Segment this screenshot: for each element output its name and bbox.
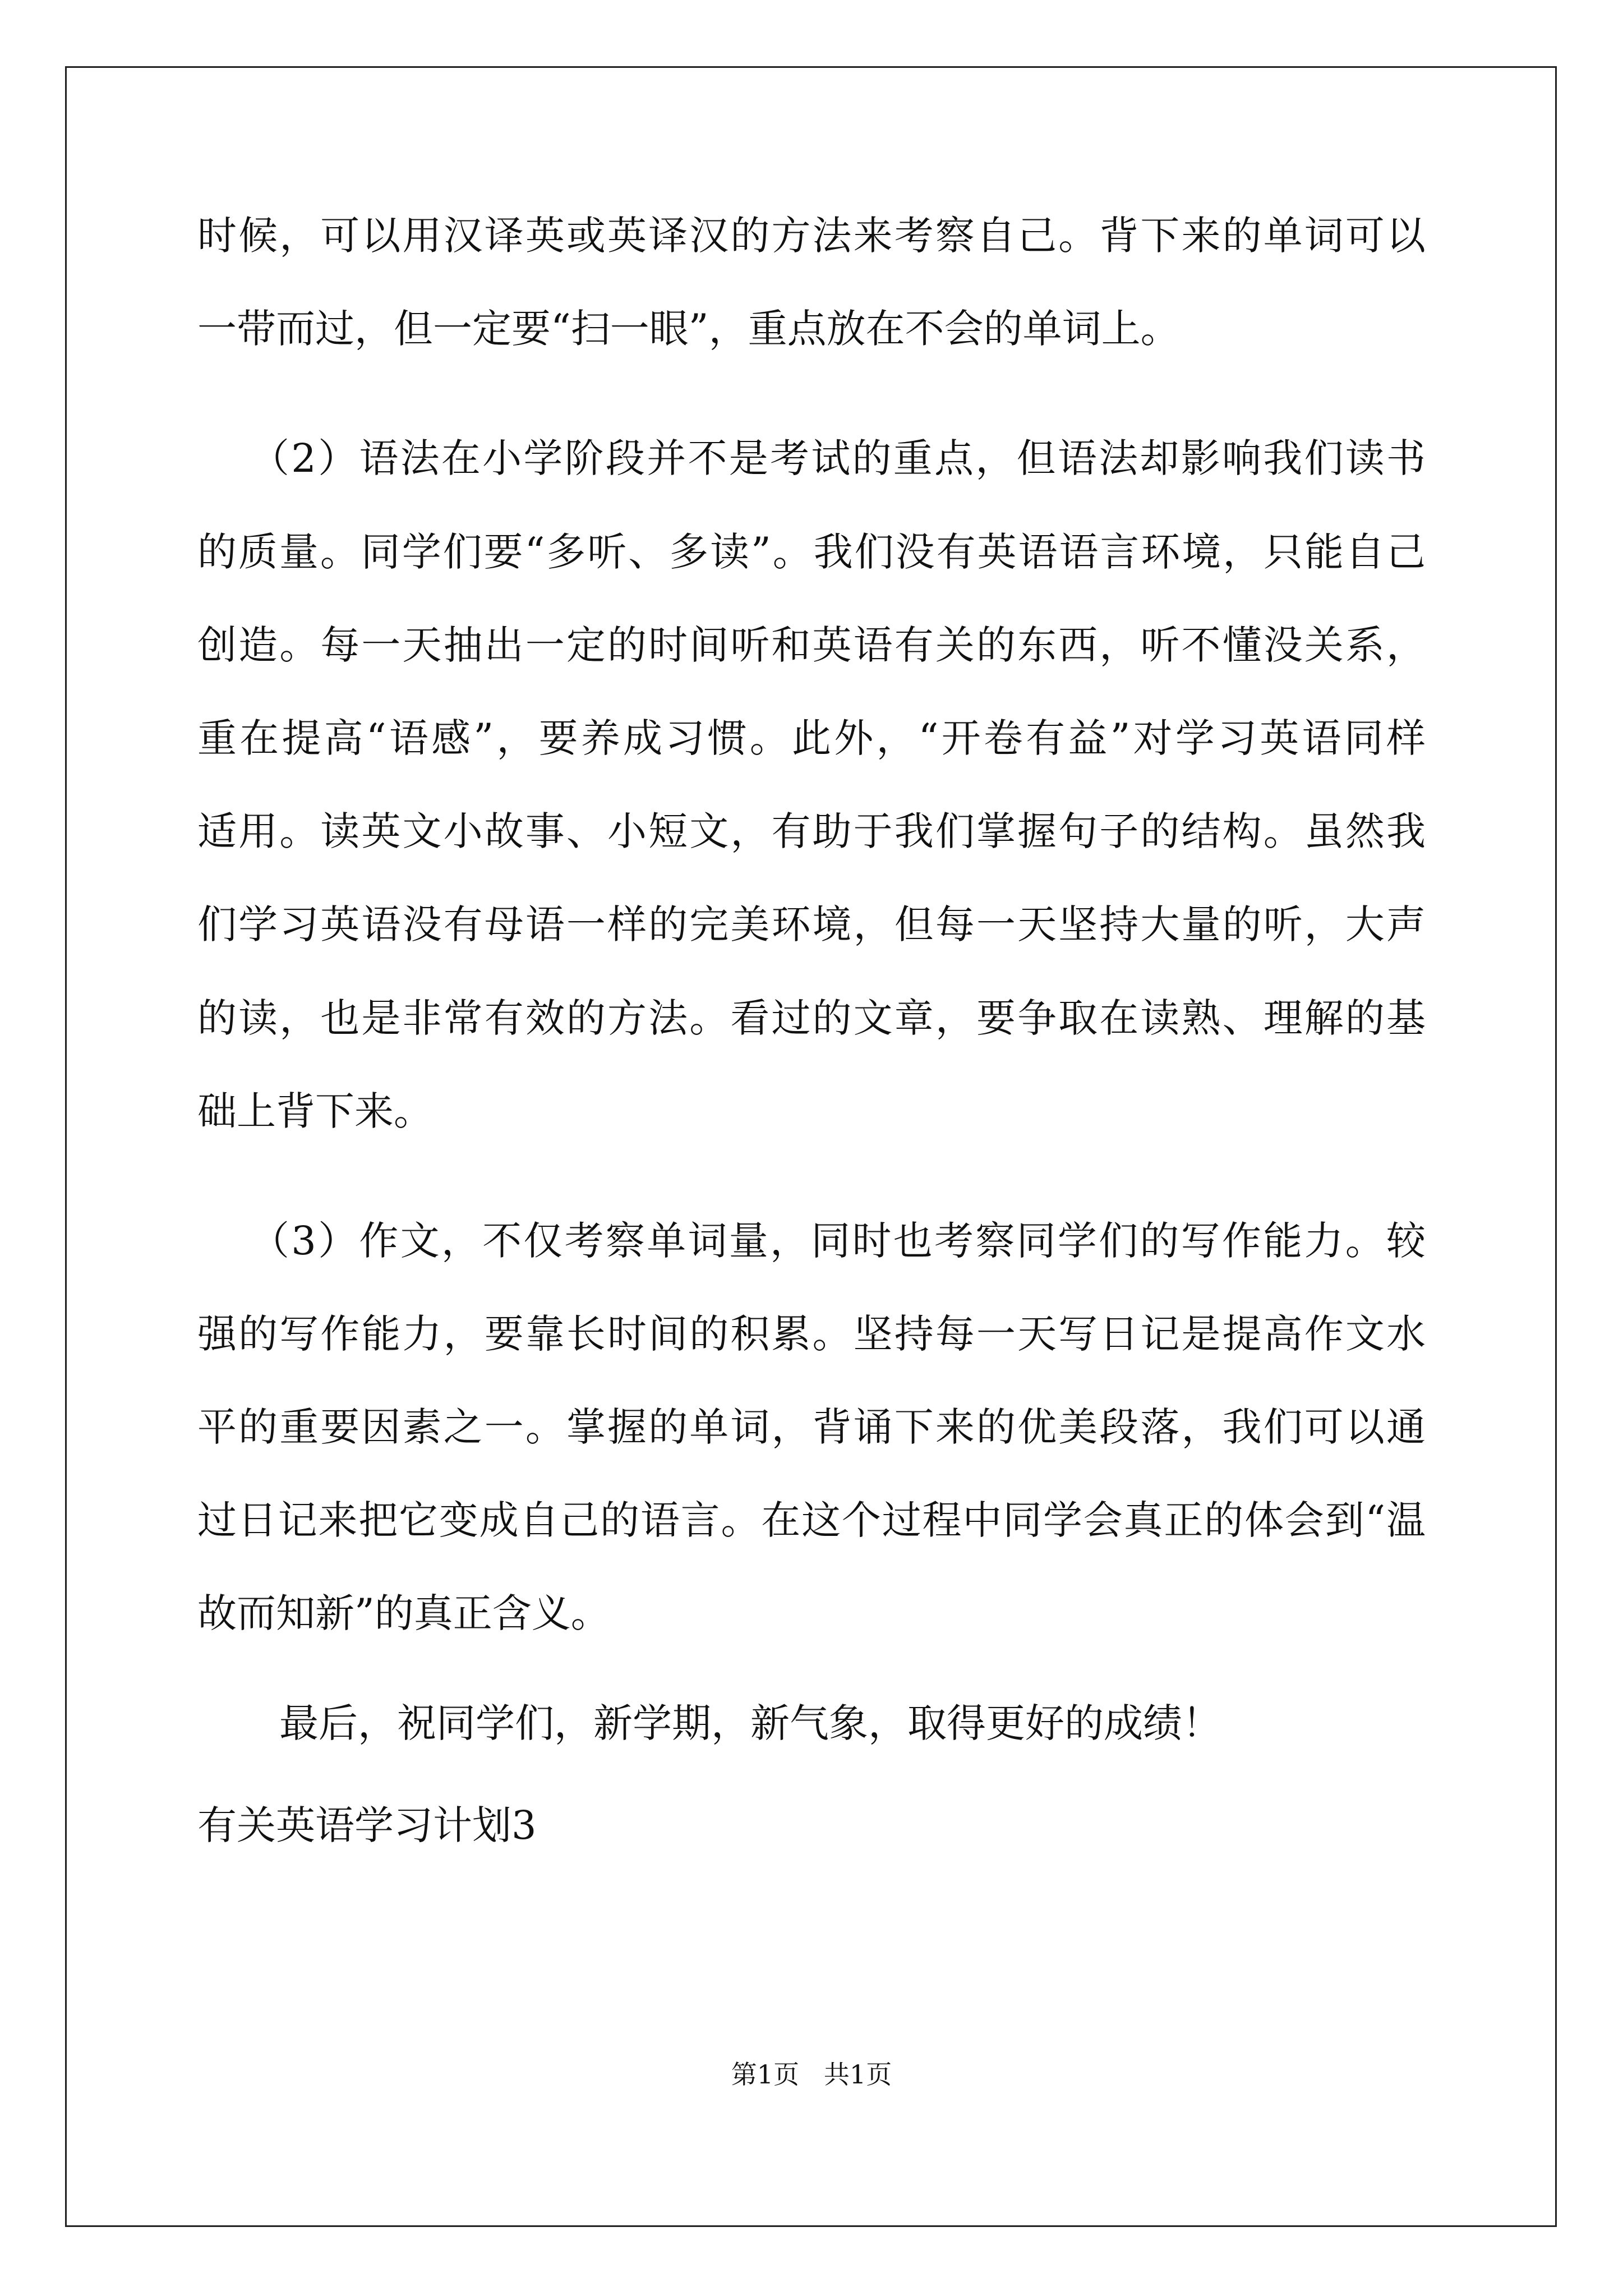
text-line: 们学习英语没有母语一样的完美环境，但每一天坚持大量的听，大声 bbox=[197, 901, 1426, 947]
page-number-footer: 第1页 共1页 bbox=[731, 2059, 892, 2090]
text-line: 重在提高“语感”，要养成习惯。此外，“开卷有益”对学习英语同样 bbox=[197, 715, 1426, 761]
text-line: 适用。读英文小故事、小短文，有助于我们掌握句子的结构。虽然我 bbox=[197, 808, 1426, 854]
text-line: 的质量。同学们要“多听、多读”。我们没有英语语言环境，只能自己 bbox=[197, 529, 1426, 575]
text-line: 一带而过，但一定要“扫一眼”，重点放在不会的单词上。 bbox=[197, 306, 1180, 352]
paragraph-start-line: （2）语法在小学阶段并不是考试的重点，但语法却影响我们读书 bbox=[250, 435, 1426, 481]
page-border bbox=[65, 66, 1557, 2227]
text-line: 故而知新”的真正含义。 bbox=[197, 1590, 610, 1636]
text-line: 时候，可以用汉译英或英译汉的方法来考察自己。背下来的单词可以 bbox=[197, 213, 1426, 259]
text-line: 过日记来把它变成自己的语言。在这个过程中同学会真正的体会到“温 bbox=[197, 1497, 1426, 1543]
paragraph-start-line: （3）作文，不仅考察单词量，同时也考察同学们的写作能力。较 bbox=[250, 1218, 1426, 1264]
text-line: 强的写作能力，要靠长时间的积累。坚持每一天写日记是提高作文水 bbox=[197, 1311, 1426, 1357]
text-line: 础上背下来。 bbox=[197, 1088, 433, 1134]
text-line: 的读，也是非常有效的方法。看过的文章，要争取在读熟、理解的基 bbox=[197, 995, 1426, 1041]
text-line: 创造。每一天抽出一定的时间听和英语有关的东西，听不懂没关系， bbox=[197, 622, 1426, 668]
text-line: 平的重要因素之一。掌握的单词，背诵下来的优美段落，我们可以通 bbox=[197, 1404, 1426, 1450]
section-heading: 有关英语学习计划3 bbox=[197, 1802, 537, 1848]
closing-line: 最后，祝同学们，新学期，新气象，取得更好的成绩！ bbox=[279, 1700, 1221, 1746]
